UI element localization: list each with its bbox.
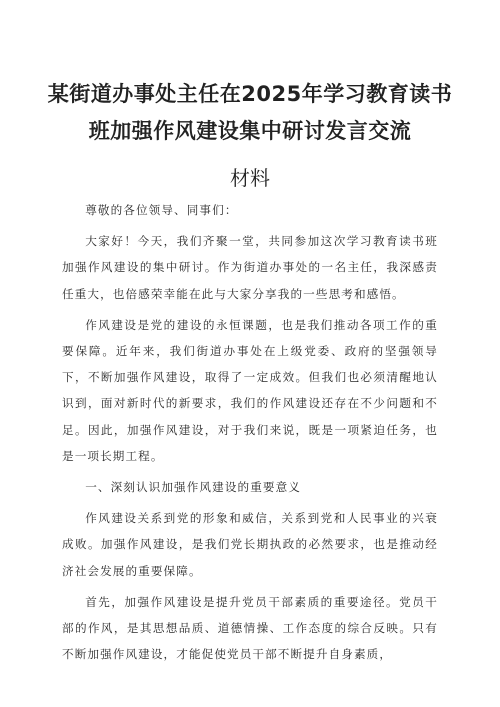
- document-title-line-2: 班加强作风建设集中研讨发言交流: [88, 119, 412, 143]
- paragraph-significance: 作风建设关系到党的形象和威信，关系到党和人民事业的兴衰成败。加强作风建设，是我们党长期执政的必然要求，也是推动经济社会发展的重要保障。: [62, 511, 438, 578]
- document-body: [62, 197, 438, 672]
- paragraph-opening: 大家好！今天，我们齐聚一堂，共同参加这次学习教育读书班加强作风建设的集中研讨。作为街道办事处的一名主任，我深感责任重大，也倍感荣幸能在此与大家分享我的一些思考和感悟。: [62, 234, 438, 301]
- paragraph-background: 作风建设是党的建设的永恒课题，也是我们推动各项工作的重要保障。近年来，我们街道办事处在上级党委、政府的坚强领导下，不断加强作风建设，取得了一定成效。但我们也必须清醒地认识到，面对新时代的新要求，我们的作风建设还存在不少问题和不足。因此，加强作风建设，对于我们来说，既是一项紧迫任务，也是一项长期工程。: [62, 317, 438, 463]
- document-subtitle: 材料: [230, 166, 270, 190]
- greeting: 尊敬的各位领导、同事们：: [85, 203, 238, 217]
- section-heading-1: 一、深刻认识加强作风建设的重要意义: [85, 480, 301, 495]
- paragraph-first-point: 首先，加强作风建设是提升党员干部素质的重要途径。党员干部的作风，是其思想品质、道德情操、工作态度的综合反映。只有不断加强作风建设，才能促使党员干部不断提升自身素质，: [62, 594, 438, 662]
- document-title-line-1: 某街道办事处主任在2025年学习教育读书: [47, 82, 453, 106]
